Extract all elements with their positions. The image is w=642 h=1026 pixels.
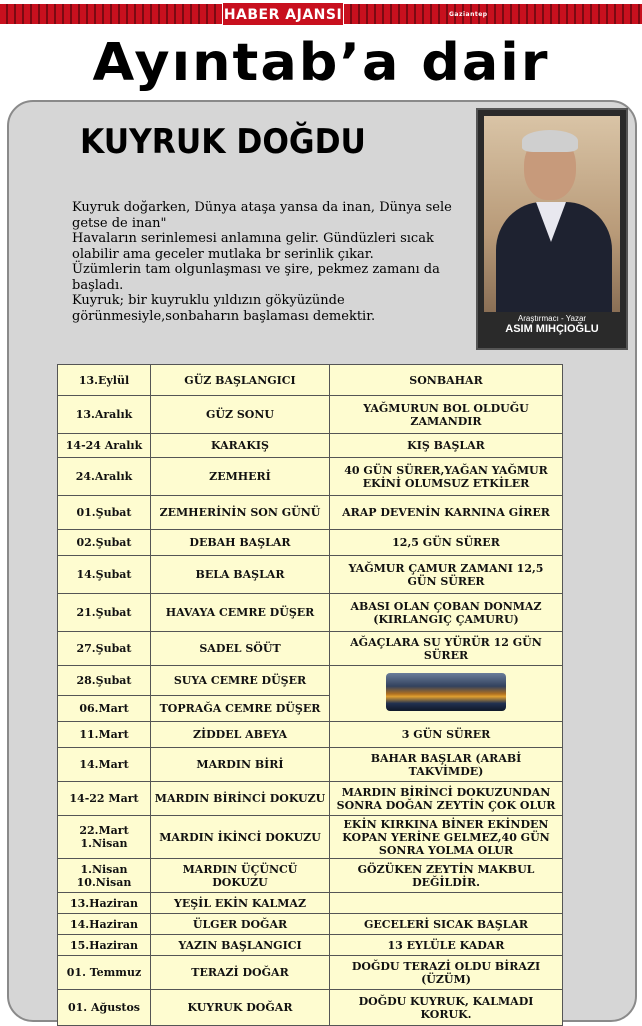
table-row [58, 748, 563, 782]
event-cell: ZİDDEL ABEYA [151, 722, 330, 748]
table-row [58, 496, 563, 530]
note-cell: MARDIN BİRİNCİ DOKUZUNDAN SONRA DOĞAN ZEYTİN ÇOK OLUR [330, 782, 563, 816]
event-cell: GÜZ BAŞLANGICI [151, 365, 330, 396]
table-row [58, 594, 563, 632]
date-cell: 02.Şubat [58, 530, 151, 556]
author-role: Araştırmacı - Yazar [517, 314, 587, 323]
table-row [58, 816, 563, 859]
event-cell: KARAKIŞ [151, 434, 330, 458]
author-portrait [484, 116, 620, 312]
note-cell: SONBAHAR [330, 365, 563, 396]
date-cell: 14.Şubat [58, 556, 151, 594]
event-cell: KUYRUK DOĞAR [151, 990, 330, 1026]
event-cell: SUYA CEMRE DÜŞER [151, 666, 330, 696]
event-cell: DEBAH BAŞLAR [151, 530, 330, 556]
note-cell: 13 EYLÜLE KADAR [330, 935, 563, 956]
table-row [58, 530, 563, 556]
note-cell: YAĞMUR ÇAMUR ZAMANI 12,5 GÜN SÜRER [330, 556, 563, 594]
table-row [58, 956, 563, 990]
masthead-title: Ayıntab’a dair [92, 32, 550, 93]
author-name: ASIM MIHÇIOĞLU [505, 323, 599, 335]
date-cell: 01. Ağustos [58, 990, 151, 1026]
date-cell: 22.Mart 1.Nisan [58, 816, 151, 859]
note-cell: 3 GÜN SÜRER [330, 722, 563, 748]
note-cell: DOĞDU KUYRUK, KALMADI KORUK. [330, 990, 563, 1026]
date-cell: 01.Şubat [58, 496, 151, 530]
agency-name: HABER AJANSI [223, 7, 343, 23]
date-cell: 13.Aralık [58, 396, 151, 434]
date-cell: 15.Haziran [58, 935, 151, 956]
event-cell: BELA BAŞLAR [151, 556, 330, 594]
note-cell: YAĞMURUN BOL OLDUĞU ZAMANDIR [330, 396, 563, 434]
event-cell: YEŞİL EKİN KALMAZ [151, 893, 330, 914]
agency-logo-small: Gaziantep [449, 11, 488, 18]
note-cell: 12,5 GÜN SÜRER [330, 530, 563, 556]
note-cell: ABASI OLAN ÇOBAN DONMAZ (KIRLANGIÇ ÇAMURU) [330, 594, 563, 632]
date-cell: 14-24 Aralık [58, 434, 151, 458]
event-cell: YAZIN BAŞLANGICI [151, 935, 330, 956]
date-cell: 24.Aralık [58, 458, 151, 496]
event-cell: MARDIN BİRİ [151, 748, 330, 782]
date-cell: 13.Haziran [58, 893, 151, 914]
intro-paragraph: Kuyruk doğarken, Dünya ataşa yansa da inan, Dünya sele getse de inan" [72, 200, 452, 231]
table-row [58, 666, 563, 696]
date-cell: 06.Mart [58, 696, 151, 722]
date-cell: 14-22 Mart [58, 782, 151, 816]
note-cell: BAHAR BAŞLAR (ARABİ TAKVİMDE) [330, 748, 563, 782]
table-row [58, 434, 563, 458]
table-row [58, 722, 563, 748]
note-cell: EKİN KIRKINA BİNER EKİNDEN KOPAN YERİNE GELMEZ,40 GÜN SONRA YOLMA OLUR [330, 816, 563, 859]
event-cell: ZEMHERİNİN SON GÜNÜ [151, 496, 330, 530]
event-cell: TOPRAĞA CEMRE DÜŞER [151, 696, 330, 722]
event-cell: MARDIN ÜÇÜNCÜ DOKUZU [151, 859, 330, 893]
calendar-table [57, 364, 563, 1026]
date-cell: 28.Şubat [58, 666, 151, 696]
note-cell: AĞAÇLARA SU YÜRÜR 12 GÜN SÜRER [330, 632, 563, 666]
date-cell: 14.Haziran [58, 914, 151, 935]
agency-logo [222, 2, 488, 26]
date-cell: 01. Temmuz [58, 956, 151, 990]
date-cell: 11.Mart [58, 722, 151, 748]
date-cell: 13.Eylül [58, 365, 151, 396]
author-caption [478, 314, 626, 335]
event-cell: MARDIN BİRİNCİ DOKUZU [151, 782, 330, 816]
table-row [58, 396, 563, 434]
note-cell [330, 893, 563, 914]
table-row [58, 990, 563, 1026]
note-cell: ARAP DEVENİN KARNINA GİRER [330, 496, 563, 530]
note-cell: DOĞDU TERAZİ OLDU BİRAZI (ÜZÜM) [330, 956, 563, 990]
note-cell: KIŞ BAŞLAR [330, 434, 563, 458]
table-row [58, 365, 563, 396]
event-cell: TERAZİ DOĞAR [151, 956, 330, 990]
event-cell: HAVAYA CEMRE DÜŞER [151, 594, 330, 632]
table-row [58, 782, 563, 816]
event-cell: SADEL SÖÜT [151, 632, 330, 666]
note-cell: 40 GÜN SÜRER,YAĞAN YAĞMUR EKİNİ OLUMSUZ ETKİLER [330, 458, 563, 496]
event-cell: ÜLGER DOĞAR [151, 914, 330, 935]
event-cell: GÜZ SONU [151, 396, 330, 434]
note-cell: GECELERİ SICAK BAŞLAR [330, 914, 563, 935]
note-cell: GÖZÜKEN ZEYTİN MAKBUL DEĞİLDİR. [330, 859, 563, 893]
intro-paragraph: Havaların serinlemesi anlamına gelir. Gündüzleri sıcak olabilir ama geceler mutlaka br serinlik çıkar. [72, 231, 434, 262]
event-cell: MARDIN İKİNCİ DOKUZU [151, 816, 330, 859]
event-cell: ZEMHERİ [151, 458, 330, 496]
storm-image [386, 673, 506, 711]
article-intro [72, 200, 472, 324]
date-cell: 14.Mart [58, 748, 151, 782]
table-row [58, 458, 563, 496]
intro-paragraph: Kuyruk; bir kuyruklu yıldızın gökyüzünde görünmesiyle,sonbaharın başlaması demektir. [72, 293, 376, 324]
table-row [58, 556, 563, 594]
intro-paragraph: Üzümlerin tam olgunlaşması ve şire, pekmez zamanı da başladı. [72, 262, 440, 293]
table-row [58, 893, 563, 914]
table-row [58, 859, 563, 893]
author-photo [476, 108, 628, 350]
storm-image-cell [330, 666, 563, 722]
date-cell: 1.Nisan 10.Nisan [58, 859, 151, 893]
article-headline: KUYRUK DOĞDU [80, 122, 366, 162]
table-row [58, 914, 563, 935]
date-cell: 21.Şubat [58, 594, 151, 632]
date-cell: 27.Şubat [58, 632, 151, 666]
table-row [58, 935, 563, 956]
table-row [58, 632, 563, 666]
